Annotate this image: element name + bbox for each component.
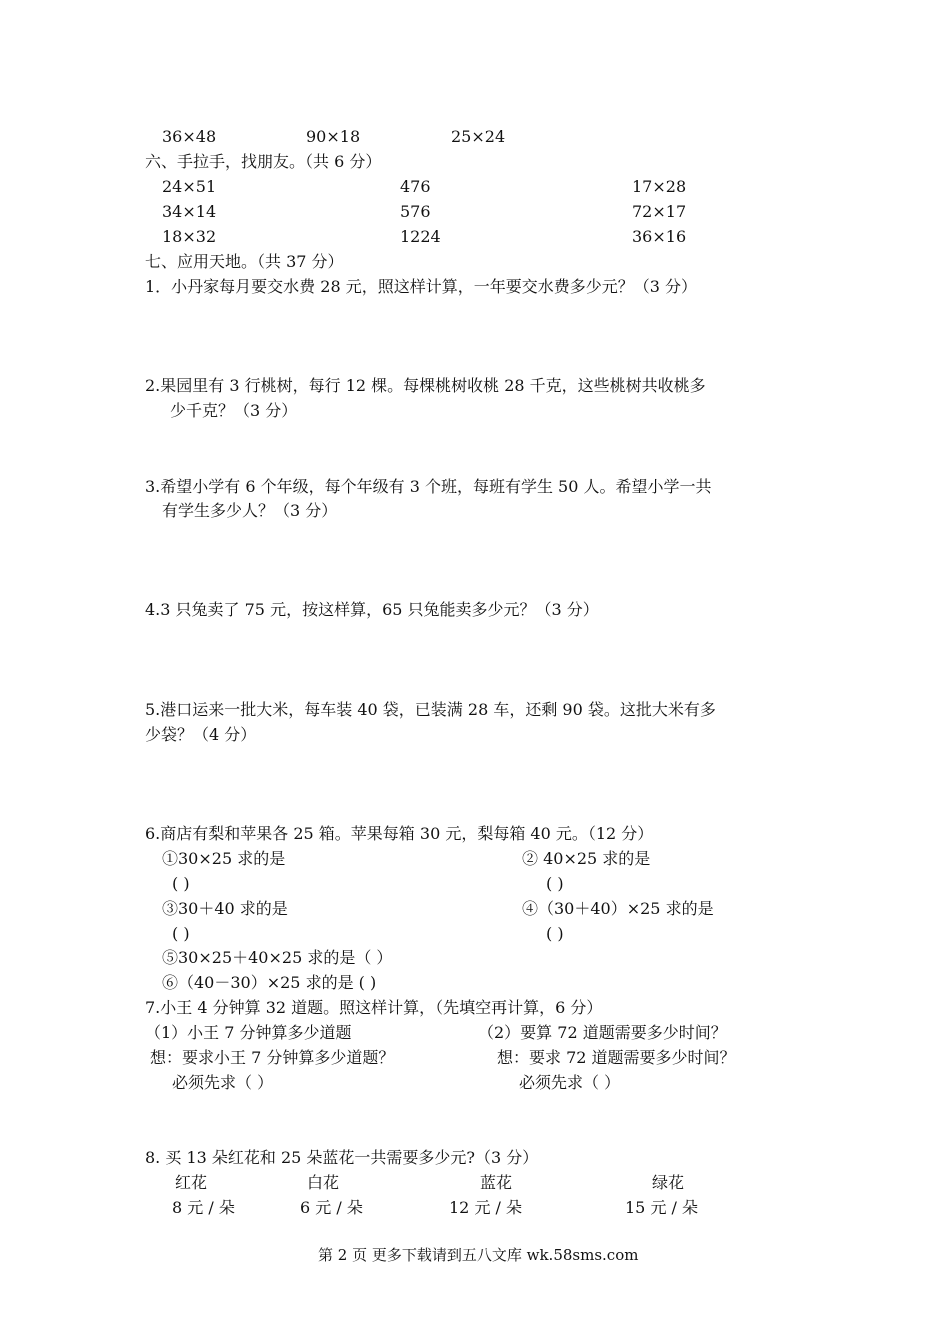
q6-item-3: ③30＋40 求的是 <box>162 899 288 918</box>
q7-think-1: 想：要求小王 7 分钟算多少道题？ <box>150 1048 395 1067</box>
q6-item-2: ② 40×25 求的是 <box>522 849 651 868</box>
question-3-cont: 有学生多少人？（3 分） <box>162 501 338 520</box>
question-7: 7.小王 4 分钟算 32 道题。照这样计算，（先填空再计算，6 分） <box>145 998 603 1017</box>
q6-answer-blank-2[interactable]: ( ) <box>546 874 564 893</box>
q7-part-2: （2）要算 72 道题需要多少时间？ <box>478 1023 727 1042</box>
flower-price: 8 元 / 朵 <box>172 1198 235 1217</box>
match-left: 24×51 <box>162 177 217 196</box>
flower-price: 6 元 / 朵 <box>300 1198 363 1217</box>
flower-name: 绿花 <box>652 1173 685 1192</box>
page-footer: 第 2 页 更多下载请到五八文库 wk.58sms.com <box>318 1246 639 1264</box>
question-4: 4.3 只兔卖了 75 元，按这样算，65 只兔能卖多少元？（3 分） <box>145 600 599 619</box>
flower-price: 12 元 / 朵 <box>449 1198 523 1217</box>
calc-item: 90×18 <box>306 127 361 146</box>
question-6: 6.商店有梨和苹果各 25 箱。苹果每箱 30 元，梨每箱 40 元。（12 分） <box>145 824 654 843</box>
flower-price: 15 元 / 朵 <box>625 1198 699 1217</box>
question-5-cont: 少袋？（4 分） <box>145 725 257 744</box>
q6-answer-blank-4[interactable]: ( ) <box>546 924 564 943</box>
flower-name: 蓝花 <box>480 1173 513 1192</box>
q6-answer-blank-3[interactable]: ( ) <box>172 924 190 943</box>
section7-title: 七、应用天地。（共 37 分） <box>145 252 344 271</box>
question-3: 3.希望小学有 6 个年级，每个年级有 3 个班，每班有学生 50 人。希望小学一共 <box>145 477 712 496</box>
match-right: 17×28 <box>632 177 687 196</box>
q6-item-5: ⑤30×25＋40×25 求的是（ ） <box>162 948 393 967</box>
calc-item: 25×24 <box>451 127 506 146</box>
question-5: 5.港口运来一批大米，每车装 40 袋，已装满 28 车，还剩 90 袋。这批大米有多 <box>145 700 716 719</box>
q6-item-1: ①30×25 求的是 <box>162 849 286 868</box>
q7-part-1: （1）小王 7 分钟算多少道题 <box>145 1023 352 1042</box>
q6-item-4: ④（30＋40）×25 求的是 <box>522 899 714 918</box>
question-1: 1．小丹家每月要交水费 28 元，照这样计算，一年要交水费多少元？（3 分） <box>145 277 697 296</box>
match-middle: 1224 <box>400 227 441 246</box>
match-middle: 576 <box>400 202 431 221</box>
flower-name: 白花 <box>307 1173 340 1192</box>
question-2: 2.果园里有 3 行桃树，每行 12 棵。每棵桃树收桃 28 千克，这些桃树共收桃多 <box>145 376 706 395</box>
q6-item-6: ⑥（40－30）×25 求的是 ( ) <box>162 973 377 992</box>
section6-title: 六、手拉手，找朋友。（共 6 分） <box>145 152 382 171</box>
match-middle: 476 <box>400 177 431 196</box>
match-right: 72×17 <box>632 202 687 221</box>
q7-think-2: 想：要求 72 道题需要多少时间？ <box>497 1048 736 1067</box>
question-2-cont: 少千克？（3 分） <box>170 401 298 420</box>
flower-name: 红花 <box>175 1173 208 1192</box>
match-left: 18×32 <box>162 227 217 246</box>
q7-must-2: 必须先求（ ） <box>519 1073 621 1092</box>
calc-item: 36×48 <box>162 127 217 146</box>
q7-must-1: 必须先求（ ） <box>172 1073 274 1092</box>
q6-answer-blank-1[interactable]: ( ) <box>172 874 190 893</box>
match-left: 34×14 <box>162 202 217 221</box>
match-right: 36×16 <box>632 227 687 246</box>
question-8: 8. 买 13 朵红花和 25 朵蓝花一共需要多少元?（3 分） <box>145 1148 539 1167</box>
